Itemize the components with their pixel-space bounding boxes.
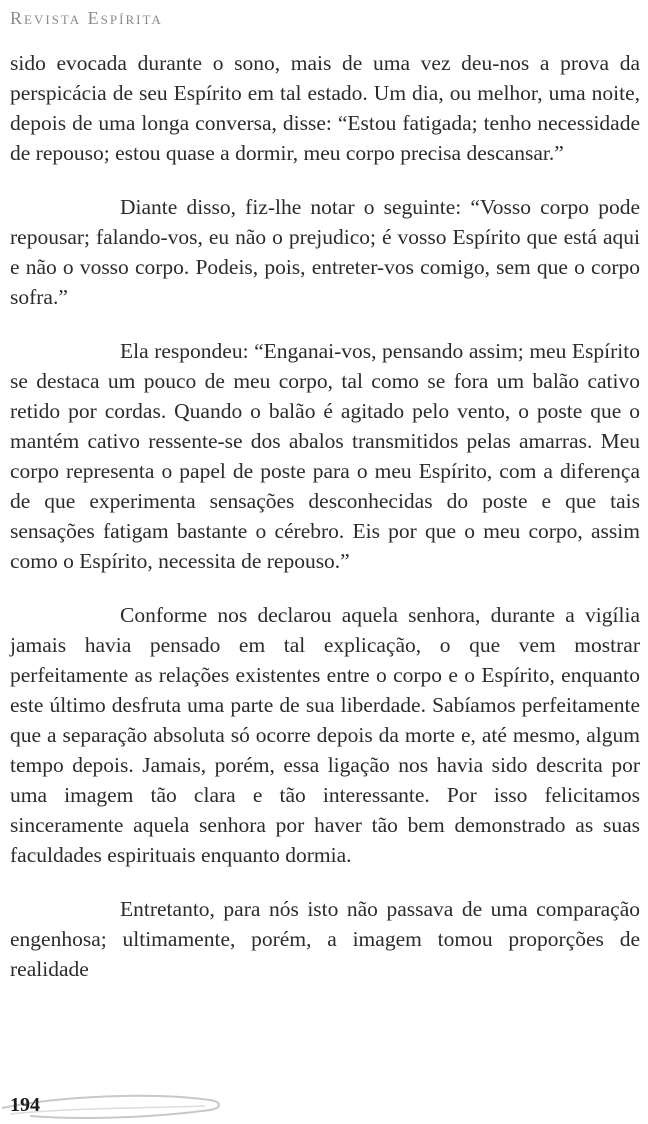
paragraph-1: sido evocada durante o sono, mais de uma vez deu-nos a prova da perspicácia de seu Espírito em tal estado. Um dia, ou melhor, uma noite, depois de uma longa conversa, disse: “Estou fatigada; tenho necessidade de repouso; estou quase a dormir, meu corpo precisa descansar.” bbox=[10, 51, 640, 165]
page-number: 194 bbox=[10, 1094, 40, 1116]
body-text bbox=[10, 48, 640, 1008]
running-header: Revista Espírita bbox=[10, 8, 163, 28]
paragraph-4: Conforme nos declarou aquela senhora, durante a vigília jamais havia pensado em tal explicação, o que vem mostrar perfeitamente as relações existentes entre o corpo e o Espírito, enquanto este último desfruta uma parte de sua liberdade. Sabíamos perfeitamente que a separação absoluta só ocorre depois da morte e, até mesmo, algum tempo depois. Jamais, porém, essa ligação nos havia sido descrita por uma imagem tão clara e tão interessante. Por isso felicitamos sinceramente aquela senhora por haver tão bem demonstrado as suas faculdades espirituais enquanto dormia. bbox=[10, 603, 640, 867]
paragraph-3: Ela respondeu: “Enganai-vos, pensando assim; meu Espírito se destaca um pouco de meu corpo, tal como se fora um balão cativo retido por cordas. Quando o balão é agitado pelo vento, o poste que o mantém cativo ressente-se dos abalos transmitidos pelas amarras. Meu corpo representa o papel de poste para o meu Espírito, com a diferença de que experimenta sensações desconhecidas do poste e que tais sensações fatigam bastante o cérebro. Eis por que o meu corpo, assim como o Espírito, necessita de repouso.” bbox=[10, 339, 640, 573]
paragraph-5: Entretanto, para nós isto não passava de uma comparação engenhosa; ultimamente, porém, a imagem tomou proporções de realidade bbox=[10, 897, 640, 981]
paragraph-2: Diante disso, fiz-lhe notar o seguinte: “Vosso corpo pode repousar; falando-vos, eu não o prejudico; é vosso Espírito que está aqui e não o vosso corpo. Podeis, pois, entreter-vos comigo, sem que o corpo sofra.” bbox=[10, 195, 640, 309]
